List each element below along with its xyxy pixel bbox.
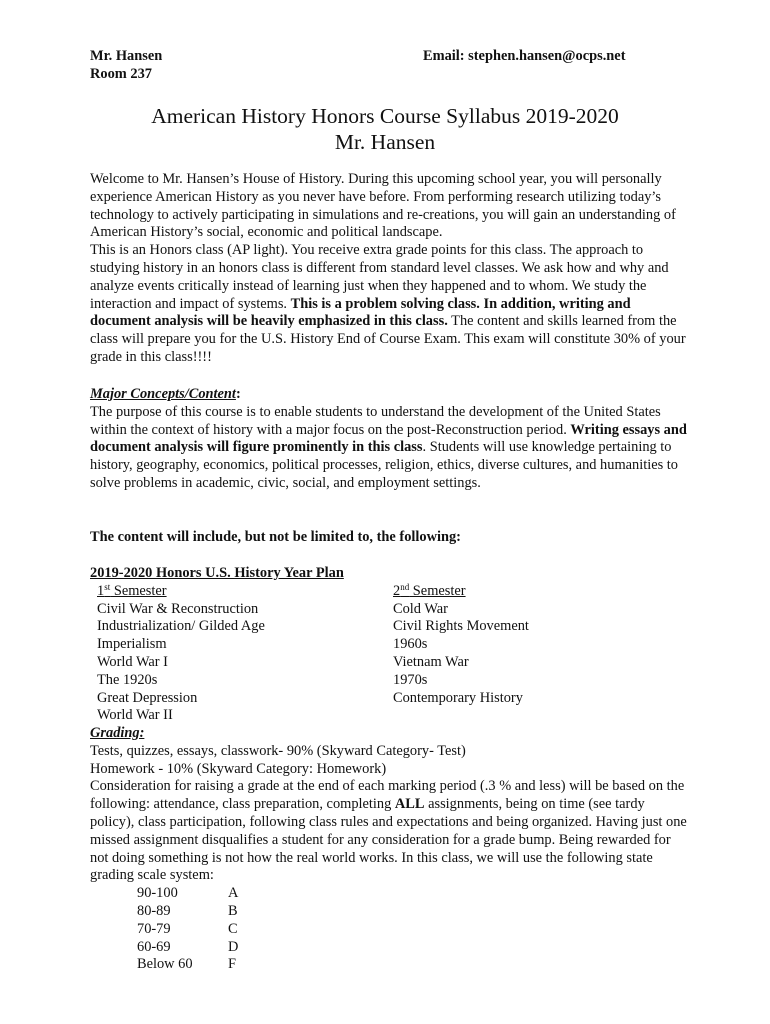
- semester-1-topic: Civil War & Reconstruction: [97, 600, 259, 617]
- concepts-text: [90, 404, 690, 493]
- semester-2-topic: Contemporary History: [393, 689, 523, 706]
- grading-consideration: [90, 778, 690, 885]
- grading-section: [90, 725, 690, 974]
- semester-1-suffix: st: [104, 581, 111, 592]
- teacher-name: Mr. Hansen: [90, 48, 163, 64]
- semester-2-number: 2: [393, 582, 401, 599]
- scale-range: 70-79: [137, 920, 171, 937]
- grading-scale-row: [137, 921, 690, 939]
- semester-1-topic: Great Depression: [97, 689, 198, 706]
- grading-scale-row: [137, 939, 690, 957]
- concepts-text-emphasis: Writing essays and document analysis will figure prominently in this class: [90, 421, 687, 456]
- year-plan-section: [90, 565, 690, 725]
- scale-grade: C: [228, 920, 238, 937]
- grading-scale-row: [137, 956, 690, 974]
- consideration-end: assignments, being on time (see tardy policy), class participation, following class rules and expectations and being organized. Having just one missed assignment disqualifies a student for any consideration for a grade bump. Being rewarded for not doing something is not how the real world works. In this class, we will use the following state grading scale system:: [90, 796, 687, 884]
- semester-2-label: Semester: [409, 582, 466, 599]
- concepts-heading: Major Concepts/Content: [90, 386, 236, 402]
- semester-1-label: Semester: [110, 582, 167, 599]
- semester-2-topic: 1970s: [393, 671, 428, 688]
- semester-columns: [90, 583, 690, 725]
- intro-paragraph-1: Welcome to Mr. Hansen’s House of History. During this upcoming school year, you will personally experience American History as you never have before. From performing research utilizing today’s technology to actively participating in simulations and re-creations, you will gain an understanding of American History’s social, economic and political landscape.: [90, 171, 676, 241]
- concepts-text-end: . Students will use knowledge pertaining to history, geography, economics, political processes, religion, ethics, diverse cultures, and humanities to solve problems in academic, civic, social, and employment settings.: [90, 439, 678, 491]
- grading-scale-row: [137, 885, 690, 903]
- intro-p2-end: The content and skills learned from the class will prepare you for the U.S. History End of Course Exam. This exam will constitute 30% of your grade in this class!!!!: [90, 313, 686, 365]
- semester-1-topic: World War II: [97, 707, 173, 724]
- page-title: [0, 103, 770, 155]
- semester-2-suffix: nd: [400, 581, 410, 592]
- room-number: Room 237: [90, 65, 152, 82]
- semester-1-topic: Imperialism: [97, 636, 167, 653]
- semester-1-heading: [97, 583, 393, 601]
- grading-heading: Grading:: [90, 725, 145, 741]
- consideration-emphasis: ALL: [394, 796, 425, 813]
- semester-2-column: [393, 583, 683, 725]
- title-line-2: Mr. Hansen: [334, 130, 436, 154]
- concepts-text-start: The purpose of this course is to enable students to understand the development of the United States within the context of history with a major focus on the post-Reconstruction period.: [90, 403, 661, 438]
- scale-range: 60-69: [137, 938, 171, 955]
- grading-scale: [90, 885, 690, 974]
- grading-line-tests: Tests, quizzes, essays, classwork- 90% (Skyward Category- Test): [90, 742, 466, 759]
- semester-2-heading: [393, 583, 683, 601]
- intro-paragraph-2: [90, 242, 690, 367]
- intro-p2-start: This is an Honors class (AP light). You receive extra grade points for this class. The approach to studying history in an honors class is different from standard level classes. We ask how and why and analyze events critically instead of learning just when they happened and to whom. We study the interaction and impact of systems.: [90, 242, 669, 312]
- consideration-start: Consideration for raising a grade at the end of each marking period (.3 % and less) will be based on the following: attendance, class preparation, completing: [90, 778, 685, 813]
- concepts-section: [90, 386, 690, 493]
- concepts-heading-colon: :: [235, 386, 241, 402]
- semester-2-topic: Civil Rights Movement: [393, 618, 529, 635]
- scale-grade: A: [228, 885, 239, 902]
- scale-range: 90-100: [137, 885, 178, 902]
- year-plan-heading: 2019-2020 Honors U.S. History Year Plan: [90, 565, 344, 581]
- scale-grade: D: [228, 938, 239, 955]
- scale-grade: F: [228, 956, 237, 973]
- semester-1-topic: World War I: [97, 653, 168, 670]
- grading-line-homework: Homework - 10% (Skyward Category: Homework): [90, 760, 387, 777]
- content-intro: The content will include, but not be limited to, the following:: [90, 529, 461, 545]
- title-line-1: American History Honors Course Syllabus 2019-2020: [151, 104, 619, 128]
- semester-1-column: [90, 583, 393, 725]
- grading-scale-row: [137, 903, 690, 921]
- scale-range: Below 60: [137, 956, 193, 973]
- semester-2-topic: Cold War: [393, 600, 448, 617]
- concepts-heading-line: [90, 386, 690, 404]
- intro-p2-emphasis: This is a problem solving class. In addition, writing and document analysis will be heavily emphasized in this class.: [90, 295, 631, 330]
- semester-2-topic: Vietnam War: [393, 653, 469, 670]
- teacher-email: Email: stephen.hansen@ocps.net: [423, 48, 626, 64]
- semester-1-number: 1: [97, 582, 105, 599]
- scale-range: 80-89: [137, 902, 171, 919]
- intro-section: [90, 171, 690, 367]
- semester-1-topic: Industrialization/ Gilded Age: [97, 618, 265, 635]
- header-teacher-info: [90, 48, 162, 84]
- scale-grade: B: [228, 902, 238, 919]
- semester-2-topic: 1960s: [393, 636, 428, 653]
- semester-1-topic: The 1920s: [97, 671, 158, 688]
